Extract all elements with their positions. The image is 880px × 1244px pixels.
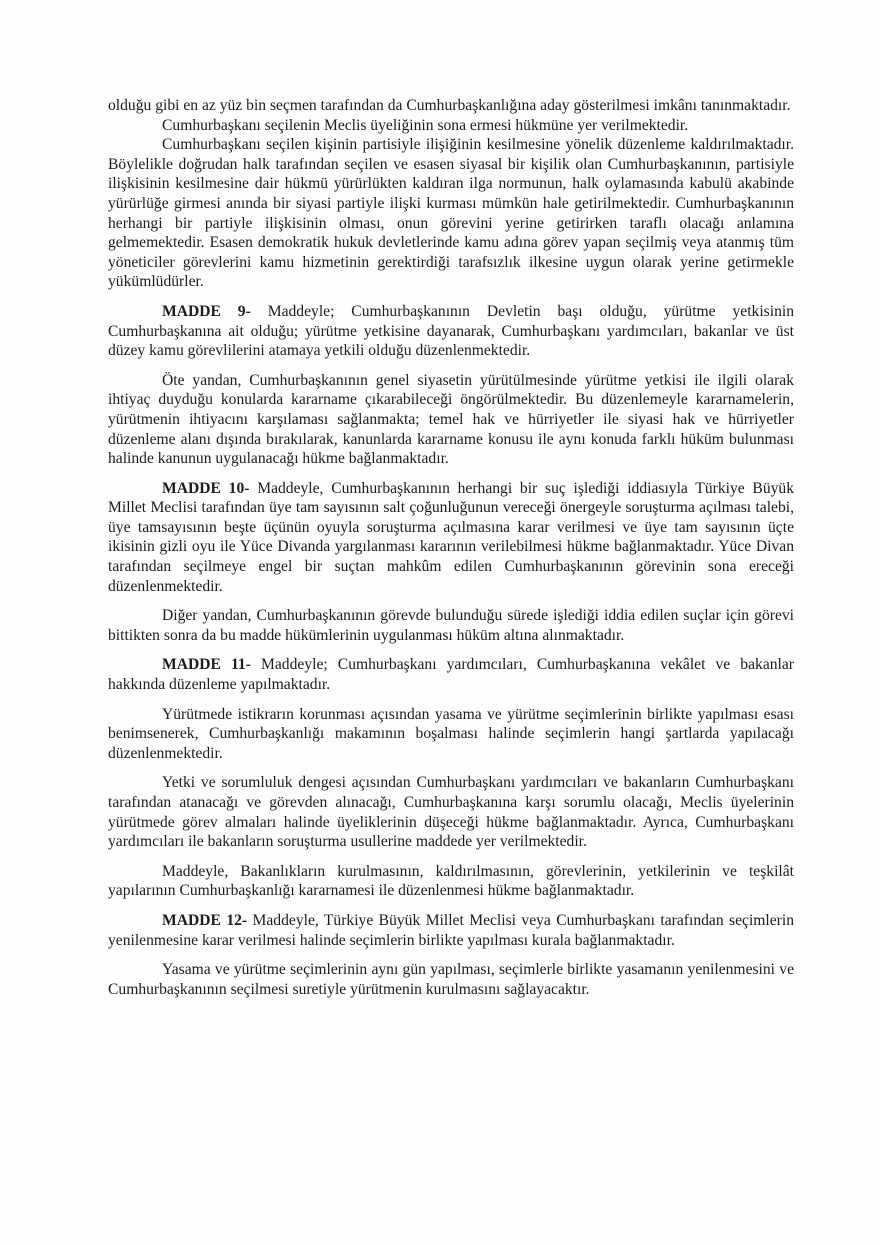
paragraph-madde-11	[108, 655, 794, 694]
document-body	[108, 96, 794, 999]
madde-12-text: Maddeyle, Türkiye Büyük Millet Meclisi veya Cumhurbaşkanı tarafından seçimlerin yenilenmesine karar verilmesi halinde seçimlerin birlikte yapılması kurala bağlanmaktadır.	[108, 911, 794, 949]
madde-9-heading: MADDE 9-	[162, 302, 251, 320]
paragraph-istikrar: Yürütmede istikrarın korunması açısından yasama ve yürütme seçimlerinin birlikte yapılması esası benimsenerek, Cumhurbaşkanlığı makamının boşalması halinde seçimlerin hangi şartlarda yapılacağı düzenlenmektedir.	[108, 705, 794, 762]
paragraph-bakanliklar: Maddeyle, Bakanlıkların kurulmasının, kaldırılmasının, görevlerinin, yetkilerinin ve teşkilât yapılarının Cumhurbaşkanlığı kararnamesi ile düzenlenmesi hükme bağlanmaktadır.	[108, 862, 794, 900]
madde-9-text: Maddeyle; Cumhurbaşkanının Devletin başı olduğu, yürütme yetkisinin Cumhurbaşkanına ait olduğu; yürütme yetkisine dayanarak, Cumhurbaşkanı yardımcıları, bakanlar ve üst düzey kamu görevlilerini atamaya yetkili olduğu düzenlenmektedir.	[108, 302, 795, 360]
paragraph-yetki-sorumluluk: Yetki ve sorumluluk dengesi açısından Cumhurbaşkanı yardımcıları ve bakanların Cumhurbaşkanı tarafından atanacağı ve görevden alınacağı, Cumhurbaşkanına karşı sorumlu olacağı, Meclis üyelerinin yürütmede görev almaları halinde üyeliklerinin düşeceği hükme bağlanmaktadır. Ayrıca, Cumhurbaşkanı yardımcıları ile bakanların soruşturma usullerine maddede yer verilmektedir.	[108, 774, 794, 851]
paragraph-madde-10	[108, 479, 794, 597]
madde-10-heading: MADDE 10-	[162, 479, 250, 497]
paragraph-kararname: Öte yandan, Cumhurbaşkanının genel siyasetin yürütülmesinde yürütme yetkisi ile ilgili olarak ihtiyaç duyduğu konularda kararname çıkarabileceği öngörülmektedir. Bu düzenlemeyle kararnamelerin, yürütmenin ihtiyacını karşılaması sağlanmakta; temel hak ve hürriyetler ile siyasi hak ve hürriyetler düzenleme alanı dışında bırakılarak, kanunlarda kararname konusu ile aynı konuda farklı hüküm bulunması halinde kanunun uygulanacağı hükme bağlanmaktadır.	[108, 371, 794, 468]
paragraph-madde-12	[108, 911, 794, 950]
paragraph-madde-9	[108, 302, 794, 361]
paragraph-meclis-uyeligi: Cumhurbaşkanı seçilenin Meclis üyeliğinin sona ermesi hükmüne yer verilmektedir.	[162, 116, 689, 134]
paragraph-yasama-yurutme: Yasama ve yürütme seçimlerinin aynı gün yapılması, seçimlerle birlikte yasamanın yenilenmesini ve Cumhurbaşkanının seçilmesi suretiyle yürütmenin kurulmasını sağlayacaktır.	[108, 961, 794, 998]
madde-11-text: Maddeyle; Cumhurbaşkanı yardımcıları, Cumhurbaşkanına vekâlet ve bakanlar hakkında düzenleme yapılmaktadır.	[108, 656, 794, 694]
madde-10-text: Maddeyle, Cumhurbaşkanının herhangi bir suç işlediği iddiasıyla Türkiye Büyük Millet Meclisi tarafından üye tam sayısının salt çoğunluğunun vereceği önergeyle soruşturma açılması talebi, üye tamsayısının beşte üçünün oyuyla soruşturma açılmasına karar verilmesi ve üye tam sayısının üçte ikisinin gizli oyu ile Yüce Divanda yargılanması kararının verilebilmesi hükme bağlanmaktadır. Yüce Divan tarafından seçilmeye engel bir suçtan mahkûm edilen Cumhurbaşkanının görevinin sona ereceği düzenlenmektedir.	[108, 479, 795, 595]
madde-11-heading: MADDE 11-	[162, 656, 251, 674]
paragraph-parti-iliskisi: Cumhurbaşkanı seçilen kişinin partisiyle ilişiğinin kesilmesine yönelik düzenleme kaldırılmaktadır. Böylelikle doğrudan halk tarafından seçilen ve esasen siyasal bir kişilik olan Cumhurbaşkanının, partisiyle ilişkisinin kesilmesine dair hükmü yürürlükten kaldıran ilga normunun, halk oylamasında kabulü akabinde yürürlüğe girmesi anında bir siyasi partiyle ilişki kurması mümkün hale getirilmektedir. Cumhurbaşkanının herhangi bir partiyle ilişkisinin olması, onun görevini yerine getirirken taraflı olacağı anlamına gelmemektedir. Esasen demokratik hukuk devletlerinde kamu adına görev yapan seçilmiş veya atanmış tüm yöneticiler görevlerini kamu hizmetinin gerektirdiği tarafsızlık ilkesine uygun olarak yerine getirmekle yükümlüdürler.	[108, 136, 794, 291]
paragraph-continuation: olduğu gibi en az yüz bin seçmen tarafından da Cumhurbaşkanlığına aday gösterilmesi imkânı tanınmaktadır.	[108, 97, 791, 114]
paragraph-diger-yandan: Diğer yandan, Cumhurbaşkanının görevde bulunduğu sürede işlediği iddia edilen suçlar için görevi bittikten sonra da bu madde hükümlerinin uygulanması hüküm altına alınmaktadır.	[108, 607, 794, 644]
madde-12-heading: MADDE 12-	[162, 911, 248, 929]
